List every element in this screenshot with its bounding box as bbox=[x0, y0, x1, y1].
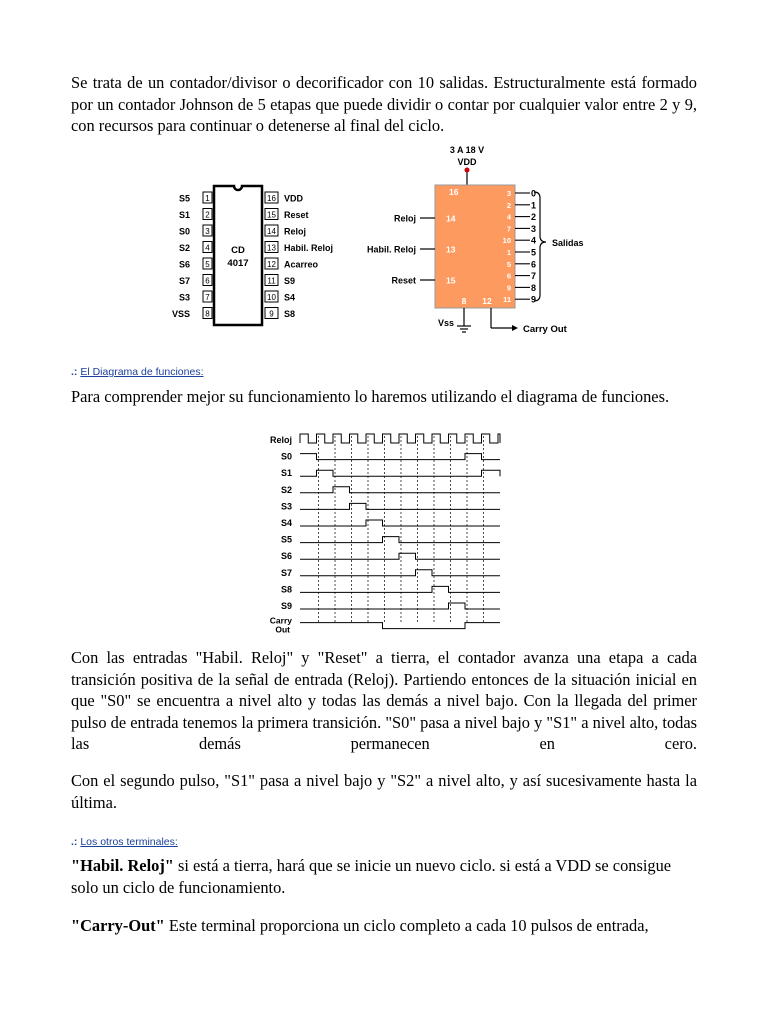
pin-label: S3 bbox=[178, 292, 190, 303]
pin-label: VSS bbox=[171, 309, 190, 319]
pin-number: 4 bbox=[205, 243, 210, 253]
output-pin-number: 7 bbox=[506, 224, 511, 234]
signal-waveform bbox=[300, 520, 500, 526]
pin-label: S1 bbox=[178, 210, 190, 220]
pin-number: 14 bbox=[267, 227, 276, 236]
carry-out-waveform bbox=[300, 623, 500, 629]
output-label: 9 bbox=[531, 294, 537, 305]
input-pin-number: 15 bbox=[446, 275, 456, 286]
signal-waveform bbox=[300, 603, 500, 609]
pin-label: Habil. Reloj bbox=[284, 243, 334, 253]
signal-label: S0 bbox=[280, 451, 292, 462]
heading-diagrama bbox=[71, 366, 204, 378]
chip-label-number: 4017 bbox=[227, 258, 249, 269]
output-label: 4 bbox=[531, 235, 537, 246]
bottom-pin-12: 12 bbox=[482, 296, 492, 306]
habil-reloj-text: si está a tierra, hará que se inicie un nuevo ciclo. si está a VDD se consigue solo un ciclo de funcionamiento. bbox=[71, 856, 672, 897]
signal-label: S9 bbox=[280, 601, 292, 611]
pin-label: S8 bbox=[284, 309, 296, 319]
pin-label: S6 bbox=[178, 259, 190, 270]
entradas-paragraph: Con las entradas "Habil. Reloj" y "Reset" a tierra, el contador avanza una etapa a cada transición positiva de la señal de entrada (Reloj). Partiendo entonces de la situación inicial en que "S0" se encuentra a nivel alto y todas las demás a nivel bajo. Con la llegada del primer pulso de entrada tenemos la primera transición. "S0" pasa a nivel bajo y "S1" a nivel alto, todas las demás permanecen en cero. bbox=[71, 648, 697, 753]
pin-16-label: 16 bbox=[449, 187, 459, 197]
output-pin-number: 6 bbox=[506, 271, 511, 281]
input-label: Habil. Reloj bbox=[366, 244, 416, 255]
bottom-pin-8: 8 bbox=[461, 296, 467, 306]
signal-waveform bbox=[300, 553, 500, 559]
pin-label: VDD bbox=[284, 193, 304, 204]
signal-waveform bbox=[300, 503, 500, 509]
pin-number: 10 bbox=[267, 293, 276, 302]
salidas-label: Salidas bbox=[552, 238, 584, 248]
carry-out-arrow bbox=[512, 325, 518, 331]
pin-label: S4 bbox=[284, 292, 296, 303]
output-pin-number: 2 bbox=[506, 200, 511, 210]
output-label: 8 bbox=[531, 282, 537, 293]
timing-diagram bbox=[250, 428, 520, 648]
pinout-left-pins bbox=[172, 192, 212, 319]
output-label: 3 bbox=[531, 223, 537, 234]
pin-number: 7 bbox=[205, 293, 210, 302]
output-label: 0 bbox=[531, 188, 537, 199]
output-label: 1 bbox=[531, 200, 537, 211]
pin-number: 16 bbox=[267, 194, 276, 203]
output-pin-number: 5 bbox=[506, 259, 511, 269]
pinout-right-pins bbox=[265, 192, 333, 319]
signal-waveform bbox=[300, 537, 500, 543]
signal-waveform bbox=[300, 487, 500, 493]
heading-prefix-2: .: bbox=[71, 836, 78, 848]
carry-out-paragraph bbox=[71, 915, 697, 937]
pin-label: S5 bbox=[178, 193, 190, 204]
output-label: 7 bbox=[531, 271, 537, 282]
output-pin-number: 9 bbox=[506, 283, 511, 293]
pin-label: Reset bbox=[284, 210, 309, 220]
segundo-pulso-paragraph: Con el segundo pulso, "S1" pasa a nivel bajo y "S2" a nivel alto, y así sucesivamente hasta la última. bbox=[71, 771, 697, 812]
output-pin-number: 11 bbox=[503, 295, 511, 305]
signal-label: S4 bbox=[280, 518, 292, 528]
signal-label: S6 bbox=[280, 551, 292, 562]
pin-label: S0 bbox=[178, 226, 190, 237]
input-label: Reset bbox=[391, 275, 416, 286]
output-pin-number: 10 bbox=[502, 236, 511, 246]
pin-label: S2 bbox=[178, 243, 190, 253]
signal-label: S8 bbox=[280, 584, 292, 595]
carry-out-label: Carry Out bbox=[523, 324, 567, 335]
habil-reloj-term: "Habil. Reloj" bbox=[71, 856, 174, 875]
pin-number: 11 bbox=[267, 276, 276, 286]
chip-label-cd: CD bbox=[231, 245, 245, 256]
output-pin-number: 4 bbox=[506, 212, 511, 222]
supply-voltage-label: 3 A 18 V bbox=[449, 145, 485, 155]
signal-label: S1 bbox=[280, 468, 292, 479]
cd4017-pinout-diagram bbox=[160, 180, 360, 330]
signal-waveform bbox=[300, 454, 500, 460]
signal-label: S3 bbox=[280, 501, 292, 512]
signal-label: S2 bbox=[280, 484, 292, 495]
signal-label: S5 bbox=[280, 534, 292, 545]
output-label: 6 bbox=[531, 259, 537, 270]
heading-otros bbox=[71, 836, 178, 848]
pin-number: 2 bbox=[205, 210, 210, 220]
pin-number: 8 bbox=[205, 309, 210, 319]
carry-label: Carry bbox=[269, 615, 292, 626]
pin-number: 15 bbox=[267, 210, 276, 220]
pin-number: 13 bbox=[267, 243, 276, 253]
vdd-terminal bbox=[465, 168, 470, 173]
pin-label: S7 bbox=[178, 276, 190, 286]
heading-prefix: .: bbox=[71, 366, 78, 378]
out-label: Out bbox=[275, 624, 290, 635]
signal-label: S7 bbox=[280, 567, 292, 578]
output-pin-number: 1 bbox=[506, 248, 511, 257]
signal-waveform bbox=[300, 470, 500, 476]
pin-number: 1 bbox=[205, 194, 210, 203]
diagram-intro-paragraph: Para comprender mejor su funcionamiento lo haremos utilizando el diagrama de funciones. bbox=[71, 387, 670, 406]
pin-number: 9 bbox=[269, 309, 274, 319]
pin-number: 6 bbox=[205, 276, 210, 286]
signal-waveform bbox=[300, 570, 500, 576]
carry-out-text: Este terminal proporciona un ciclo completo a cada 10 pulsos de entrada, bbox=[164, 916, 649, 935]
vdd-label: VDD bbox=[457, 157, 477, 167]
cd4017-block-diagram bbox=[360, 140, 620, 340]
signal-waveform bbox=[300, 586, 500, 592]
otros-terminales-link[interactable]: Los otros terminales: bbox=[80, 836, 178, 848]
pin-number: 3 bbox=[205, 227, 210, 236]
pin-number: 12 bbox=[267, 260, 276, 269]
clock-waveform bbox=[300, 434, 500, 443]
pin-label: Reloj bbox=[284, 226, 307, 237]
pin-label: S9 bbox=[284, 276, 296, 286]
output-label: 2 bbox=[531, 212, 537, 223]
pin-label: Acarreo bbox=[284, 259, 319, 270]
input-pin-number: 13 bbox=[446, 244, 456, 255]
carry-out-term: "Carry-Out" bbox=[71, 916, 165, 935]
signal-label: Reloj bbox=[269, 435, 292, 445]
input-label: Reloj bbox=[393, 213, 416, 224]
pin-number: 5 bbox=[205, 260, 210, 269]
input-pin-number: 14 bbox=[446, 213, 456, 224]
vss-label: Vss bbox=[438, 318, 455, 328]
output-label: 5 bbox=[531, 247, 537, 258]
diagrama-link[interactable]: El Diagrama de funciones: bbox=[80, 366, 204, 378]
intro-paragraph: Se trata de un contador/divisor o decorificador con 10 salidas. Estructuralmente está formado por un contador Johnson de 5 etapas que puede dividir o contar por cualquier valor entre 2 y 9, con recursos para continuar o detenerse al final del ciclo. bbox=[71, 73, 697, 135]
habil-reloj-paragraph bbox=[71, 855, 697, 898]
output-pin-number: 3 bbox=[506, 189, 511, 198]
